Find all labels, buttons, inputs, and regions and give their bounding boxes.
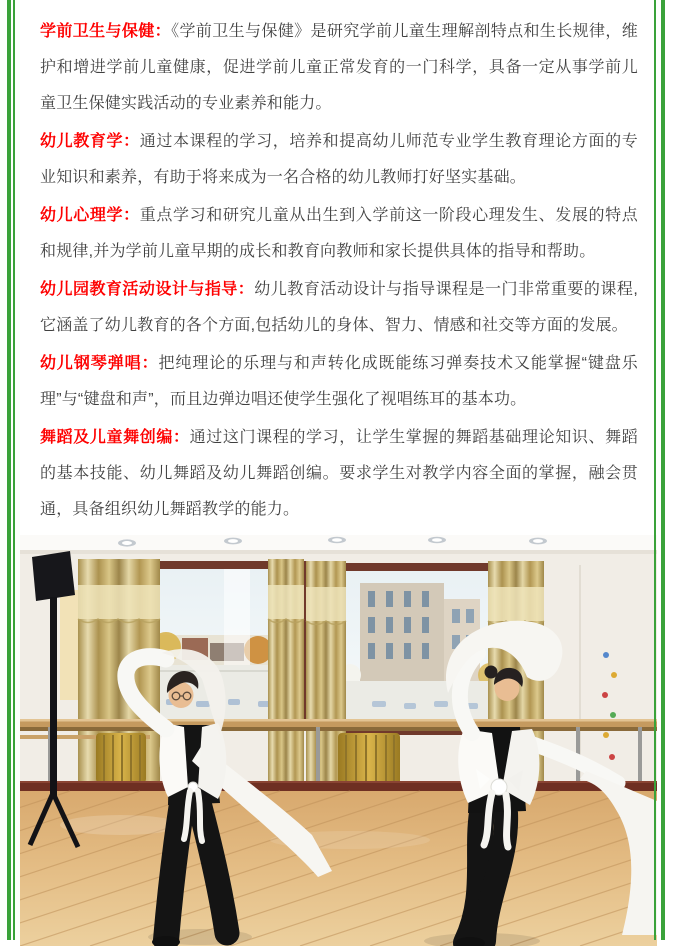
course-title: 学前卫生与保健：	[40, 23, 172, 40]
course-paragraph-piano	[40, 346, 638, 418]
wood-floor	[20, 791, 657, 946]
course-description: 通过这门课程的学习，让学生掌握的舞蹈基础理论知识、舞蹈的基本技能、幼儿舞蹈及幼儿舞蹈创编。要求学生对教学内容全面的掌握，融会贯通，具备组织幼儿舞蹈教学的能力。	[40, 429, 638, 518]
course-description: 通过本课程的学习，培养和提高幼儿师范专业学生教育理论方面的专业知识和素养，有助于将来成为一名合格的幼儿教师打好坚实基础。	[40, 133, 638, 186]
course-paragraph-early-education	[40, 124, 638, 196]
course-paragraph-preschool-hygiene	[40, 14, 638, 122]
course-description: 重点学习和研究儿童从出生到入学前这一阶段心理发生、发展的特点和规律,并为学前儿童早期的成长和教育向教师和家长提供具体的指导和帮助。	[40, 207, 638, 260]
page-border-right-inner	[654, 0, 656, 940]
course-paragraph-dance	[40, 420, 638, 528]
course-description: 幼儿教育活动设计与指导课程是一门非常重要的课程,它涵盖了幼儿教育的各个方面,包括幼儿的身体、智力、情感和社交等方面的发展。	[40, 281, 638, 334]
page-border-left-outer	[7, 0, 11, 940]
course-title: 幼儿心理学：	[40, 207, 140, 224]
baseboard-highlight	[20, 781, 657, 783]
course-title: 幼儿教育学：	[40, 133, 140, 150]
course-description: 《学前卫生与保健》是研究学前儿童生理解剖特点和生长规律，维护和增进学前儿童健康，促进学前儿童正常发育的一门科学，具备一定从事学前儿童卫生保健实践活动的专业素养和能力。	[40, 23, 638, 112]
page-border-left-inner	[13, 0, 15, 940]
course-paragraph-activity-design	[40, 272, 638, 344]
course-title: 幼儿园教育活动设计与指导：	[40, 281, 255, 298]
course-paragraph-child-psychology	[40, 198, 638, 270]
page-border-right-outer	[661, 0, 665, 940]
course-description: 把纯理论的乐理与和声转化成既能练习弹奏技术又能掌握“键盘乐理”与“键盘和声”，而且边弹边唱还使学生强化了视唱练耳的基本功。	[40, 355, 638, 408]
course-title: 幼儿钢琴弹唱：	[40, 355, 159, 372]
dance-studio-photo[interactable]	[20, 535, 657, 946]
course-title: 舞蹈及儿童舞创编：	[40, 429, 190, 446]
